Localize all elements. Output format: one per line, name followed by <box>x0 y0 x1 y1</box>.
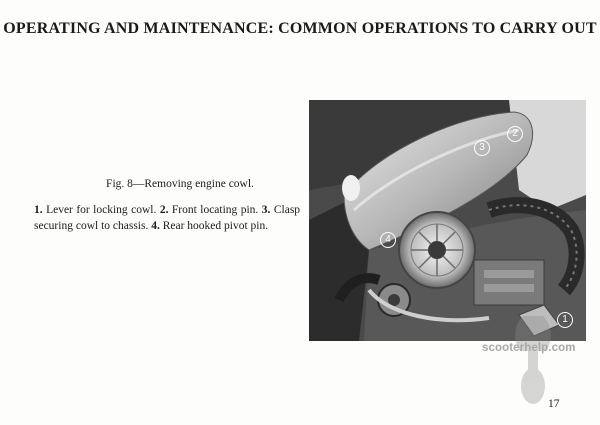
legend-number-3: 3. <box>261 204 271 216</box>
legend-number-1: 1. <box>34 204 43 216</box>
callout-4: 4 <box>380 232 396 248</box>
page-number: 17 <box>548 398 560 410</box>
legend-text-4: Rear hooked pivot pin. <box>162 220 269 232</box>
watermark-text: scooterhelp.com <box>482 342 576 354</box>
legend-text-1: Lever for locking cowl. <box>46 204 157 216</box>
callout-3: 3 <box>474 140 490 156</box>
callout-1: 1 <box>557 312 573 328</box>
figure-legend <box>34 202 300 234</box>
legend-number-4: 4. <box>151 220 160 232</box>
legend-text-2: Front locating pin. <box>171 204 259 216</box>
callout-2: 2 <box>507 126 523 142</box>
page-title: OPERATING AND MAINTENANCE: COMMON OPERATIONS TO CARRY OUT <box>3 20 597 37</box>
legend-number-2: 2. <box>159 204 169 216</box>
figure-caption: Fig. 8—Removing engine cowl. <box>106 178 254 190</box>
engine-cowl-photo <box>309 100 586 341</box>
scooter-logo-watermark <box>508 316 558 406</box>
engine-photo-illustration <box>309 100 586 341</box>
legend-text-3: Clasp securing cowl to chassis. <box>34 204 301 232</box>
